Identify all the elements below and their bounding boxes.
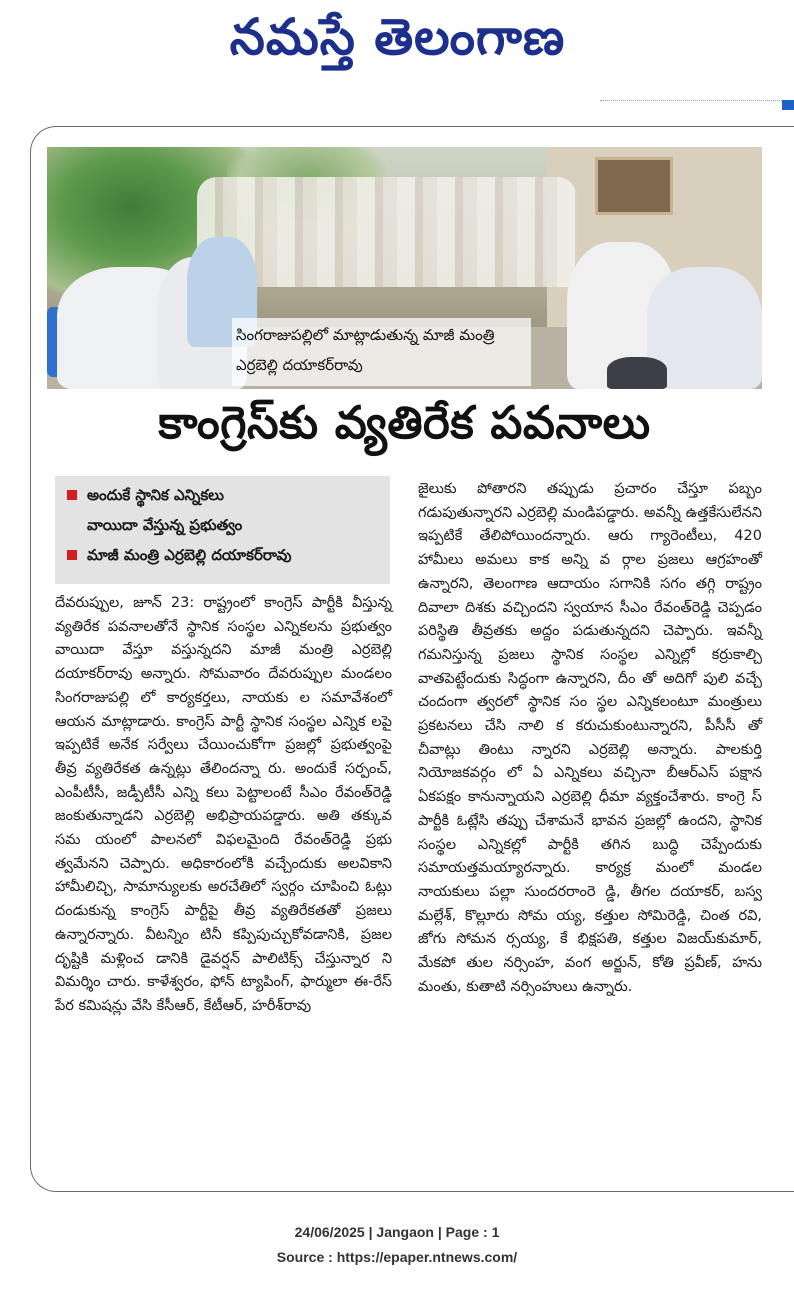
footer-date-edition: 24/06/2025 | Jangaon | Page : 1 xyxy=(294,1224,500,1240)
highlight-text-continued: వాయిదా వేస్తున్న ప్రభుత్వం xyxy=(87,516,243,534)
highlight-text: అందుకే స్థానిక ఎన్నికలు xyxy=(87,486,224,504)
highlight-item xyxy=(63,480,382,510)
masthead-rule-marker xyxy=(782,100,794,110)
body-paragraph: దేవరుప్పుల, జూన్ 23: రాష్ట్రంలో కాంగ్రెస్ పార్టీకి వీస్తున్న వ్యతిరేక పవనాలతోనే స్థానిక సంస్థల ఎన్నికలను ప్రభుత్వం వాయిదా వేస్తూ వస్తున్నదని మాజీ మంత్రి ఎర్రబెల్లి దయాకర్‌రావు అన్నారు. సోమవారం దేవరుప్పుల మండలం సింగరాజుపల్లి లో కార్యకర్తలు, నాయకు ల సమావేశంలో ఆయన మాట్లాడారు. కాంగ్రెస్ పార్టీ స్థానిక సంస్థల ఎన్నిక లపై ఇప్పటికే అనేక సర్వేలు చేయించుకోగా ప్రజల్లో ప్రభుత్వంపై తీవ్ర వ్యతిరేకత ఉన్నట్లు తేలిందన్నా రు. అందుకే సర్పంచ్, ఎంపీటీసీ, జడ్పీటీసీ ఎన్ని కలు పెట్టాలంటే సీఎం రేవంత్‌రెడ్డి జంకుతున్నాడని ఎర్రబెల్లి అభిప్రాయపడ్డారు. అతి తక్కువ సమ యంలో పాలనలో విఫలమైంది రేవంత్‌రెడ్డి ప్రభు త్వమేనని చెప్పారు. అధికారంలోకి వచ్చేందుకు అలవికాని హామీలిచ్చి, సామాన్యులకు అరచేతిలో స్వర్గం చూపించి ఓట్లు దండుకున్న కాంగ్రెస్ పార్టీపై తీవ్ర వ్యతిరేకతతో ప్రజలు ఉన్నారన్నారు. వీటన్నిం టినీ కప్పిపుచ్చుకోవడానికి, ప్రజల దృష్టికి మళ్లించ డానికి డైవర్షన్ పాలిటిక్స్ చేస్తున్నార ని విమర్శిం చారు. కాళేశ్వరం, ఫోన్ ట్యాపింగ్, ఫార్ములా ఈ-రేస్ పేర కమిషన్లు వేసి కేసీఆర్, కేటీఆర్, హరీశ్‌రావు xyxy=(55,595,392,1014)
photo-caption: సింగరాజుపల్లిలో మాట్లాడుతున్న మాజీ మంత్రి ఎర్రబెల్లి దయాకర్‌రావు xyxy=(232,318,531,386)
body-paragraph: జైలుకు పోతారని తప్పుడు ప్రచారం చేస్తూ పబ్బం గడుపుతున్నారని ఎర్రబెల్లి మండిపడ్డారు. అవన్నీ ఉత్తకేసులేనని ఇప్పటికే తేలిపోయిందన్నారు. ఆరు గ్యారెంటీలు, 420 హామీలు అమలు కాక అన్ని వ ర్గాల ప్రజలు ఆగ్రహంతో ఉన్నారని, తెలంగాణ ఆదాయం సగానికి సగం తగ్గి రాష్ట్రం దివాలా దిశకు వచ్చిందని స్వయాన సీఎం రేవంత్‌రెడ్డి చెప్పడం పరిస్థితి తీవ్రతకు అద్దం పడుతున్నదని చెప్పారు. ఇవన్నీ గమనిస్తున్న ప్రజలు స్థానిక సంస్థల ఎన్నిల్లో కర్రుకాల్చి వాతపెట్టేందుకు సిద్ధంగా ఉన్నారని, దీం తో అదిగో పులి వచ్చే చందంగా త్వరలో స్థానిక సం స్థల ఎన్నికలంటూ మంత్రులు ప్రకటనలు చేసి నాలి క కరుచుకుంటున్నారని, పీసీసీ తో చీవాట్లు తింటు న్నారని ఎర్రబెల్లి అన్నారు. పాలకుర్తి నియోజకవర్గం లో ఏ ఎన్నికలు వచ్చినా బీఆర్‌ఎస్ పక్షాన ఏకపక్షం కానున్నాయని ఎర్రబెల్లి ధీమా వ్యక్తంచేశారు. కాంగ్రె స్ పార్టీకి ఓట్లేసి తప్పు చేశామనే భావన ప్రజల్లో ఉందని, స్థానిక సంస్థల ఎన్నికల్లో పార్టీకి తగిన బుద్ధి చెప్పేందుకు సమాయత్తమయ్యారన్నారు. కార్యక్ర మంలో మండల నాయకులు పల్లా సుందరరాంరె డ్డి, తీగల దయాకర్, బస్వ మల్లేశ్, కొల్లూరు సోమ య్య, కత్తుల సోమిరెడ్డి, చింత రవి, జోగు సోమన ర్సయ్య, కే భిక్షపతి, కత్తుల విజయ్‌కుమార్, మేకపో తుల నర్సింహ, వంగ అర్జున్, కోతి ప్రవీణ్, హను మంతు, కుతాటి నర్సింహులు ఉన్నారు. xyxy=(418,481,762,995)
bullet-square-icon xyxy=(67,490,77,500)
highlight-item xyxy=(63,540,382,570)
article-body-right-column xyxy=(418,478,762,999)
page-footer xyxy=(0,1220,794,1270)
footer-source: Source : https://epaper.ntnews.com/ xyxy=(276,1249,518,1265)
article-headline: కాంగ్రెస్‌కు వ్యతిరేక పవనాలు xyxy=(158,396,651,449)
highlights-box xyxy=(55,476,390,584)
newspaper-masthead: నమస్తే తెలంగాణ xyxy=(229,7,566,66)
bullet-square-icon xyxy=(67,550,77,560)
masthead-rule xyxy=(600,100,794,101)
article-body-left-column xyxy=(55,592,392,1019)
highlight-text: మాజీ మంత్రి ఎర్రబెల్లి దయాకర్‌రావు xyxy=(87,546,292,564)
